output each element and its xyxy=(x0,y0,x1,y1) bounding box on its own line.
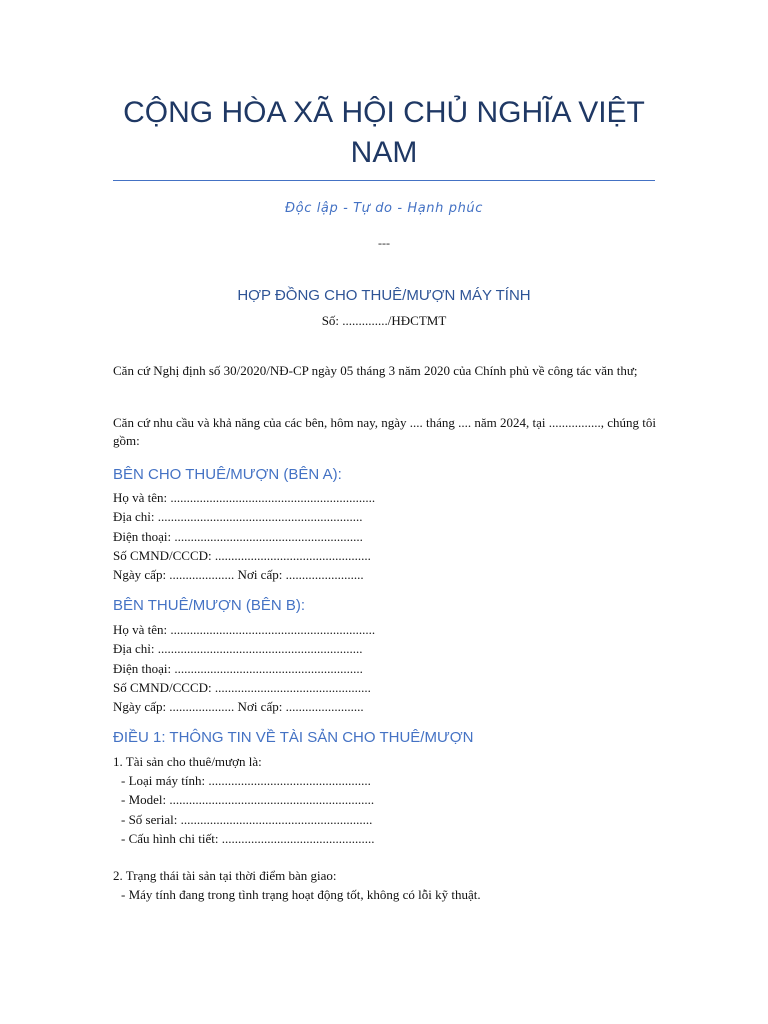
contract-number: Số: ............../HĐCTMT xyxy=(321,313,447,328)
article-1-item-2-details xyxy=(113,885,481,904)
party-b-issue-field: Ngày cấp: .................... Nơi cấp: ........................ xyxy=(113,699,364,715)
party-b-fields xyxy=(113,620,375,716)
national-title: CỘNG HÒA XÃ HỘI CHỦ NGHĨA VIỆT NAM xyxy=(123,96,645,169)
title-underline xyxy=(113,180,655,181)
party-a-issue-field: Ngày cấp: .................... Nơi cấp: ........................ xyxy=(113,567,364,583)
party-a-fields xyxy=(113,488,375,584)
party-a-address-field: Địa chỉ: ............................................................... xyxy=(113,509,363,525)
party-b-phone-field: Điện thoại: .......................................................... xyxy=(113,660,363,676)
detail-configuration: - Cấu hình chi tiết: ............................................... xyxy=(121,830,375,846)
detail-condition: - Máy tính đang trong tình trạng hoạt động tốt, không có lỗi kỹ thuật. xyxy=(121,887,481,902)
party-b-id-field: Số CMND/CCCD: ................................................ xyxy=(113,679,371,695)
preamble-basis-2: Căn cứ nhu cầu và khả năng của các bên, hôm nay, ngày .... tháng .... năm 2024, tại ................, chúng tôi gồm: xyxy=(113,415,657,448)
party-b-name-field: Họ và tên: ............................................................... xyxy=(113,622,376,637)
party-a-id-field: Số CMND/CCCD: ................................................ xyxy=(113,547,371,563)
national-motto: Độc lập - Tự do - Hạnh phúc xyxy=(285,201,483,216)
article-1-item-2 xyxy=(113,866,337,885)
article-1-item-2-intro: 2. Trạng thái tài sản tại thời điểm bàn giao: xyxy=(113,868,337,883)
party-b-address-field: Địa chỉ: ............................................................... xyxy=(113,641,363,657)
preamble-basis-1: Căn cứ Nghị định số 30/2020/NĐ-CP ngày 05 tháng 3 năm 2020 của Chính phủ về công tác văn thư; xyxy=(113,363,638,378)
article-1-item-1 xyxy=(113,752,262,771)
contract-title: HỢP ĐỒNG CHO THUÊ/MƯỢN MÁY TÍNH xyxy=(237,287,531,304)
party-b-heading: BÊN THUÊ/MƯỢN (BÊN B): xyxy=(113,597,306,614)
article-1-item-1-details xyxy=(113,771,374,848)
party-a-heading: BÊN CHO THUÊ/MƯỢN (BÊN A): xyxy=(113,466,342,483)
detail-computer-type: - Loại máy tính: .................................................. xyxy=(121,773,371,788)
party-a-name-field: Họ và tên: ............................................................... xyxy=(113,490,376,505)
article-1-item-1-intro: 1. Tài sản cho thuê/mượn là: xyxy=(113,754,262,769)
detail-serial: - Số serial: ........................................................... xyxy=(121,811,373,827)
party-a-phone-field: Điện thoại: .......................................................... xyxy=(113,528,363,544)
separator-text: --- xyxy=(378,236,390,250)
detail-model: - Model: ............................................................... xyxy=(121,792,375,808)
article-1-heading: ĐIỀU 1: THÔNG TIN VỀ TÀI SẢN CHO THUÊ/MƯỢN xyxy=(113,729,474,746)
